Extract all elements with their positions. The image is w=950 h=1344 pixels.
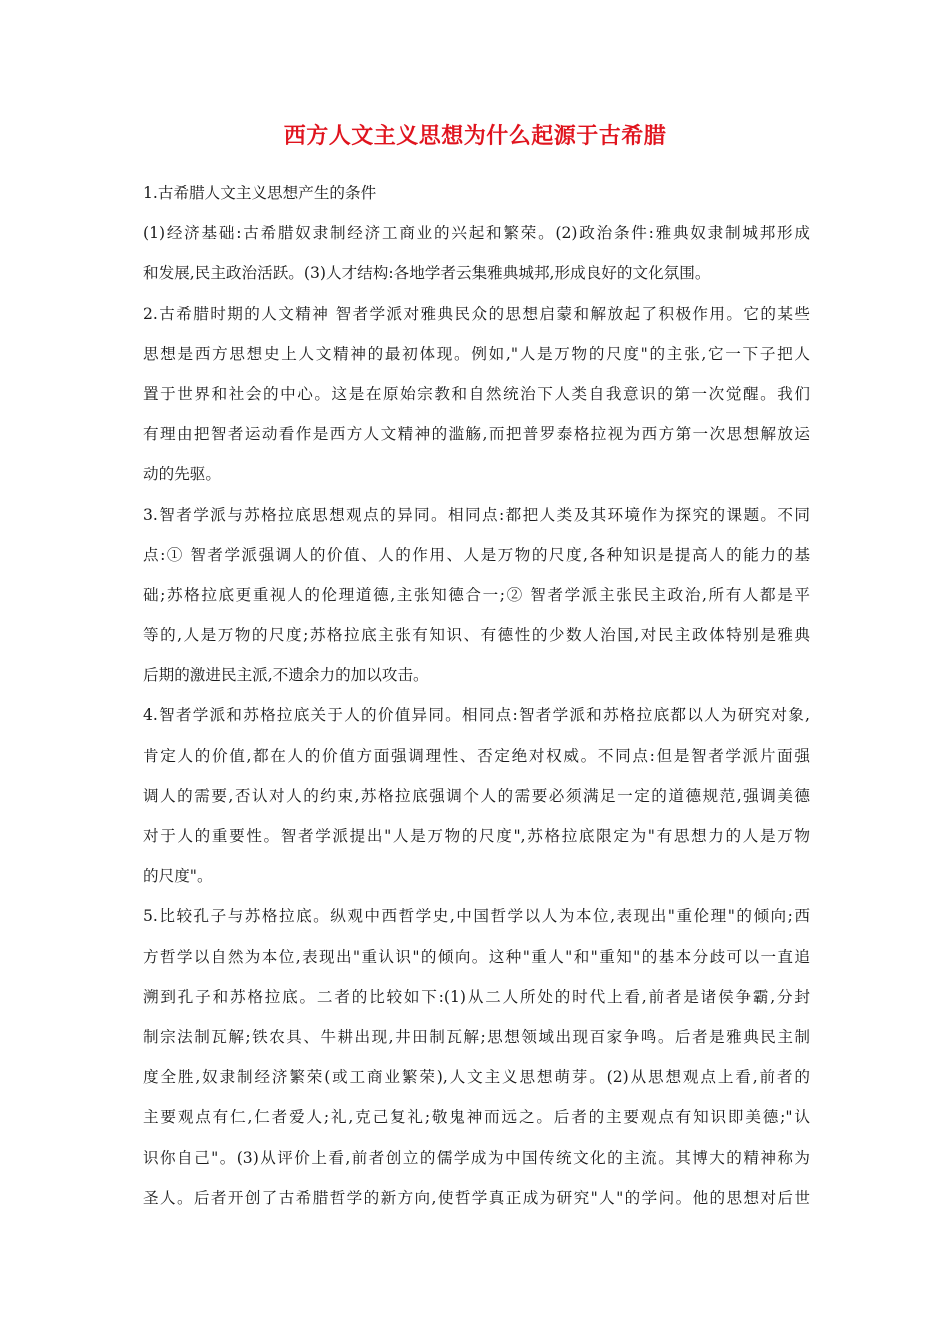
document-body	[143, 173, 810, 1218]
text-line: 方哲学以自然为本位,表现出"重认识"的倾向。这种"重人"和"重知"的基本分歧可以一直追	[143, 947, 810, 966]
text-line: 度全胜,奴隶制经济繁荣(或工商业繁荣),人文主义思想萌芽。(2)从思想观点上看,前者的	[143, 1068, 810, 1087]
text-line: 的尺度"。	[143, 867, 213, 886]
text-line: (1)经济基础:古希腊奴隶制经济工商业的兴起和繁荣。(2)政治条件:雅典奴隶制城邦形成	[143, 224, 810, 243]
document-title: 西方人文主义思想为什么起源于古希腊	[283, 123, 667, 149]
text-line: 后期的激进民主派,不遗余力的加以攻击。	[143, 666, 429, 685]
text-line: 思想是西方思想史上人文精神的最初体现。例如,"人是万物的尺度"的主张,它一下子把人	[143, 344, 810, 363]
text-line: 4.智者学派和苏格拉底关于人的价值异同。相同点:智者学派和苏格拉底都以人为研究对象,	[143, 706, 810, 725]
text-line: 有理由把智者运动看作是西方人文精神的滥觞,而把普罗泰格拉视为西方第一次思想解放运	[143, 425, 810, 444]
text-line: 1.古希腊人文主义思想产生的条件	[143, 184, 377, 202]
text-line: 点:① 智者学派强调人的价值、人的作用、人是万物的尺度,各种知识是提高人的能力的基	[143, 545, 810, 564]
text-line: 和发展,民主政治活跃。(3)人才结构:各地学者云集雅典城邦,形成良好的文化氛围。	[143, 264, 711, 283]
text-line: 置于世界和社会的中心。这是在原始宗教和自然统治下人类自我意识的第一次觉醒。我们	[143, 384, 810, 403]
text-line: 圣人。后者开创了古希腊哲学的新方向,使哲学真正成为研究"人"的学问。他的思想对后世	[143, 1188, 810, 1207]
text-line: 调人的需要,否认对人的约束,苏格拉底强调个人的需要必须满足一定的道德规范,强调美德	[143, 786, 810, 805]
text-line: 5.比较孔子与苏格拉底。纵观中西哲学史,中国哲学以人为本位,表现出"重伦理"的倾向;西	[143, 907, 810, 926]
text-line: 2.古希腊时期的人文精神 智者学派对雅典民众的思想启蒙和解放起了积极作用。它的某些	[143, 304, 810, 323]
text-line: 3.智者学派与苏格拉底思想观点的异同。相同点:都把人类及其环境作为探究的课题。不同	[143, 505, 810, 524]
text-line: 等的,人是万物的尺度;苏格拉底主张有知识、有德性的少数人治国,对民主政体特别是雅典	[143, 626, 810, 645]
text-line: 础;苏格拉底更重视人的伦理道德,主张知德合一;② 智者学派主张民主政治,所有人都是平	[143, 585, 810, 604]
text-line: 制宗法制瓦解;铁农具、牛耕出现,井田制瓦解;思想领域出现百家争鸣。后者是雅典民主制	[143, 1027, 810, 1046]
text-line: 识你自己"。(3)从评价上看,前者创立的儒学成为中国传统文化的主流。其博大的精神称为	[143, 1148, 810, 1167]
text-line: 主要观点有仁,仁者爱人;礼,克己复礼;敬鬼神而远之。后者的主要观点有知识即美德;"认	[143, 1108, 810, 1127]
text-line: 肯定人的价值,都在人的价值方面强调理性、否定绝对权威。不同点:但是智者学派片面强	[143, 746, 810, 765]
text-line: 动的先驱。	[143, 465, 221, 484]
text-line: 对于人的重要性。智者学派提出"人是万物的尺度",苏格拉底限定为"有思想力的人是万物	[143, 827, 810, 845]
text-line: 溯到孔子和苏格拉底。二者的比较如下:(1)从二人所处的时代上看,前者是诸侯争霸,分封	[143, 987, 810, 1006]
